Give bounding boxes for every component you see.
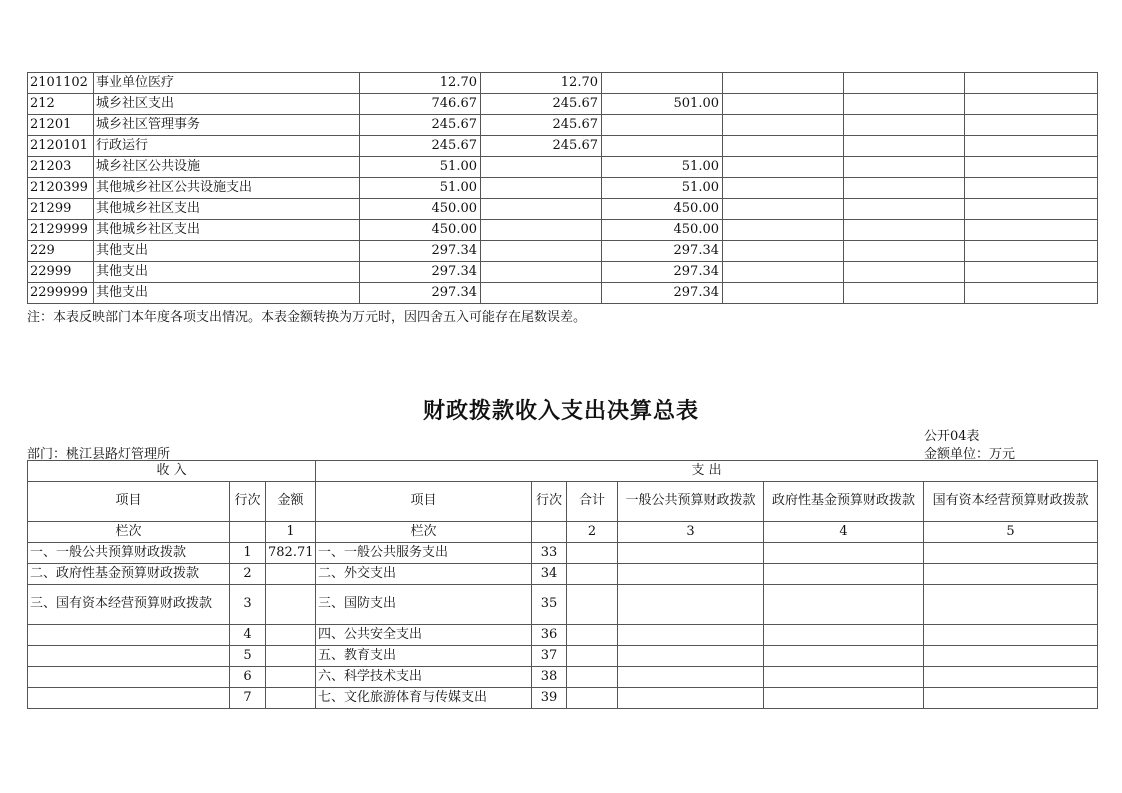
cell-code: 2120399 xyxy=(28,178,94,199)
expense-item-cell: 六、科学技术支出 xyxy=(316,667,532,688)
cell-code: 2101102 xyxy=(28,73,94,94)
empty-cell xyxy=(618,585,764,625)
cell-total: 297.34 xyxy=(360,241,481,262)
empty-cell xyxy=(723,94,844,115)
empty-cell xyxy=(924,564,1098,585)
cell-code: 2299999 xyxy=(28,283,94,304)
expense-line-cell: 38 xyxy=(532,667,567,688)
empty-cell xyxy=(844,283,965,304)
income-column-label: 栏次 xyxy=(28,522,230,543)
empty-cell xyxy=(965,241,1098,262)
expense-line-cell: 36 xyxy=(532,625,567,646)
page-title: 财政拨款收入支出决算总表 xyxy=(422,398,699,424)
expense-item-cell: 三、国防支出 xyxy=(316,585,532,625)
income-item-cell: 一、一般公共预算财政拨款 xyxy=(28,543,230,564)
empty-cell xyxy=(723,241,844,262)
income-line-cell: 3 xyxy=(230,585,266,625)
empty-cell xyxy=(723,220,844,241)
cell-project: 501.00 xyxy=(602,94,723,115)
empty-cell xyxy=(965,136,1098,157)
cell-code: 21203 xyxy=(28,157,94,178)
income-item-cell xyxy=(28,667,230,688)
expense-total-header: 合计 xyxy=(567,482,618,522)
cell-name: 其他支出 xyxy=(94,241,360,262)
empty-cell xyxy=(764,585,924,625)
state-capital-header: 国有资本经营预算财政拨款 xyxy=(924,482,1098,522)
cell-basic: 12.70 xyxy=(481,73,602,94)
general-budget-header: 一般公共预算财政拨款 xyxy=(618,482,764,522)
empty-cell xyxy=(567,543,618,564)
expense-line-cell: 35 xyxy=(532,585,567,625)
cell-project: 297.34 xyxy=(602,241,723,262)
table-row xyxy=(28,625,1098,646)
empty-cell xyxy=(844,220,965,241)
expense-item-cell: 二、外交支出 xyxy=(316,564,532,585)
cell-code: 2120101 xyxy=(28,136,94,157)
cell-project: 450.00 xyxy=(602,199,723,220)
cell-project: 450.00 xyxy=(602,220,723,241)
empty-cell xyxy=(844,199,965,220)
income-item-cell: 三、国有资本经营预算财政拨款 xyxy=(28,585,230,625)
empty-cell xyxy=(567,625,618,646)
empty-cell xyxy=(924,646,1098,667)
empty-cell xyxy=(844,178,965,199)
income-amount-cell xyxy=(266,688,316,709)
amount-unit-label: 金额单位：万元 xyxy=(924,447,1016,462)
expense-item-cell: 四、公共安全支出 xyxy=(316,625,532,646)
table-row xyxy=(28,73,1098,94)
table-row xyxy=(28,178,1098,199)
cell-total: 450.00 xyxy=(360,220,481,241)
income-item-cell xyxy=(28,688,230,709)
expense-item-cell: 五、教育支出 xyxy=(316,646,532,667)
empty-cell xyxy=(764,646,924,667)
empty-cell xyxy=(567,564,618,585)
cell-code: 21201 xyxy=(28,115,94,136)
table-row xyxy=(28,241,1098,262)
empty-cell xyxy=(723,136,844,157)
cell-name: 行政运行 xyxy=(94,136,360,157)
empty-cell xyxy=(723,199,844,220)
cell-project: 51.00 xyxy=(602,178,723,199)
cell-project xyxy=(602,115,723,136)
empty-cell xyxy=(965,157,1098,178)
table-note: 注：本表反映部门本年度各项支出情况。本表金额转换为万元时，因四舍五入可能存在尾数误差。 xyxy=(27,310,587,325)
income-line-cell: 2 xyxy=(230,564,266,585)
empty-cell xyxy=(844,136,965,157)
empty-cell xyxy=(723,178,844,199)
income-line-cell: 6 xyxy=(230,667,266,688)
empty-cell xyxy=(723,262,844,283)
table-row xyxy=(28,688,1098,709)
empty-cell xyxy=(618,543,764,564)
expense-item-cell: 一、一般公共服务支出 xyxy=(316,543,532,564)
cell-name: 其他支出 xyxy=(94,283,360,304)
empty-cell xyxy=(723,283,844,304)
empty-cell xyxy=(965,283,1098,304)
cell-basic xyxy=(481,178,602,199)
income-item-header: 项目 xyxy=(28,482,230,522)
cell-total: 746.67 xyxy=(360,94,481,115)
empty-cell xyxy=(924,688,1098,709)
empty-cell xyxy=(618,667,764,688)
empty-cell xyxy=(567,688,618,709)
cell-total: 297.34 xyxy=(360,262,481,283)
empty-cell xyxy=(965,262,1098,283)
empty-cell xyxy=(844,157,965,178)
table-row xyxy=(28,543,1098,564)
cell-name: 其他支出 xyxy=(94,262,360,283)
cell-basic xyxy=(481,157,602,178)
expense-line-cell: 34 xyxy=(532,564,567,585)
department-label: 部门：桃江县路灯管理所 xyxy=(27,447,171,462)
empty-cell xyxy=(965,220,1098,241)
table-row xyxy=(28,564,1098,585)
cell-name: 其他城乡社区支出 xyxy=(94,220,360,241)
table-row xyxy=(28,94,1098,115)
expense-header: 支 出 xyxy=(316,461,1098,482)
empty-cell xyxy=(764,543,924,564)
empty-cell xyxy=(567,667,618,688)
table-row xyxy=(28,115,1098,136)
income-amount-cell xyxy=(266,564,316,585)
cell-total: 245.67 xyxy=(360,115,481,136)
expense-line-cell: 39 xyxy=(532,688,567,709)
col-number-2: 2 xyxy=(567,522,618,543)
empty-cell xyxy=(723,157,844,178)
table-row xyxy=(28,262,1098,283)
cell-name: 城乡社区管理事务 xyxy=(94,115,360,136)
empty-cell xyxy=(567,646,618,667)
empty-cell xyxy=(618,688,764,709)
cell-project xyxy=(602,136,723,157)
cell-name: 城乡社区支出 xyxy=(94,94,360,115)
cell-basic xyxy=(481,220,602,241)
cell-basic xyxy=(481,199,602,220)
table-row xyxy=(28,585,1098,625)
cell-total: 51.00 xyxy=(360,178,481,199)
income-amount-cell xyxy=(266,625,316,646)
table-row xyxy=(28,136,1098,157)
cell-name: 城乡社区公共设施 xyxy=(94,157,360,178)
empty-cell xyxy=(844,115,965,136)
income-line-cell: 7 xyxy=(230,688,266,709)
empty-cell xyxy=(965,199,1098,220)
cell-total: 51.00 xyxy=(360,157,481,178)
empty-cell xyxy=(723,115,844,136)
empty-cell xyxy=(924,585,1098,625)
empty-cell xyxy=(965,115,1098,136)
income-line-cell: 1 xyxy=(230,543,266,564)
expense-item-cell: 七、文化旅游体育与传媒支出 xyxy=(316,688,532,709)
expense-item-header: 项目 xyxy=(316,482,532,522)
income-line-header: 行次 xyxy=(230,482,266,522)
col-number-5: 5 xyxy=(924,522,1098,543)
expense-column-label: 栏次 xyxy=(316,522,532,543)
empty-cell xyxy=(844,73,965,94)
cell-total: 245.67 xyxy=(360,136,481,157)
income-line-cell: 5 xyxy=(230,646,266,667)
cell-basic: 245.67 xyxy=(481,136,602,157)
cell-name: 事业单位医疗 xyxy=(94,73,360,94)
form-number: 公开04表 xyxy=(924,429,980,444)
table-row xyxy=(28,220,1098,241)
empty-cell xyxy=(618,646,764,667)
col-number-3: 3 xyxy=(618,522,764,543)
income-amount-cell: 782.71 xyxy=(266,543,316,564)
cell-basic xyxy=(481,241,602,262)
empty-cell xyxy=(723,73,844,94)
income-header: 收 入 xyxy=(28,461,316,482)
empty-cell xyxy=(764,625,924,646)
table-row xyxy=(28,157,1098,178)
cell-code: 2129999 xyxy=(28,220,94,241)
income-amount-cell xyxy=(266,585,316,625)
empty-cell xyxy=(532,522,567,543)
empty-cell xyxy=(844,241,965,262)
cell-project xyxy=(602,73,723,94)
empty-cell xyxy=(965,178,1098,199)
cell-basic: 245.67 xyxy=(481,115,602,136)
table-row xyxy=(28,646,1098,667)
empty-cell xyxy=(965,94,1098,115)
cell-total: 12.70 xyxy=(360,73,481,94)
empty-cell xyxy=(567,585,618,625)
cell-name: 其他城乡社区支出 xyxy=(94,199,360,220)
cell-name: 其他城乡社区公共设施支出 xyxy=(94,178,360,199)
gov-fund-header: 政府性基金预算财政拨款 xyxy=(764,482,924,522)
income-line-cell: 4 xyxy=(230,625,266,646)
empty-cell xyxy=(764,688,924,709)
empty-cell xyxy=(965,73,1098,94)
cell-code: 212 xyxy=(28,94,94,115)
expense-line-cell: 33 xyxy=(532,543,567,564)
expense-line-header: 行次 xyxy=(532,482,567,522)
col-number-4: 4 xyxy=(764,522,924,543)
empty-cell xyxy=(844,94,965,115)
table-row xyxy=(28,283,1098,304)
income-item-cell: 二、政府性基金预算财政拨款 xyxy=(28,564,230,585)
expense-line-cell: 37 xyxy=(532,646,567,667)
empty-cell xyxy=(844,262,965,283)
empty-cell xyxy=(618,625,764,646)
income-amount-cell xyxy=(266,646,316,667)
empty-cell xyxy=(924,667,1098,688)
cell-total: 450.00 xyxy=(360,199,481,220)
empty-cell xyxy=(924,625,1098,646)
cell-total: 297.34 xyxy=(360,283,481,304)
cell-project: 297.34 xyxy=(602,283,723,304)
table-row xyxy=(28,667,1098,688)
fiscal-summary-table xyxy=(27,460,1098,709)
empty-cell xyxy=(764,564,924,585)
cell-code: 22999 xyxy=(28,262,94,283)
empty-cell xyxy=(764,667,924,688)
income-amount-cell xyxy=(266,667,316,688)
expense-detail-table xyxy=(27,72,1098,304)
cell-basic xyxy=(481,262,602,283)
cell-project: 297.34 xyxy=(602,262,723,283)
income-item-cell xyxy=(28,625,230,646)
cell-code: 229 xyxy=(28,241,94,262)
cell-code: 21299 xyxy=(28,199,94,220)
cell-project: 51.00 xyxy=(602,157,723,178)
empty-cell xyxy=(924,543,1098,564)
cell-basic: 245.67 xyxy=(481,94,602,115)
empty-cell xyxy=(618,564,764,585)
col-number-1: 1 xyxy=(266,522,316,543)
income-amount-header: 金额 xyxy=(266,482,316,522)
table-row xyxy=(28,199,1098,220)
income-item-cell xyxy=(28,646,230,667)
empty-cell xyxy=(230,522,266,543)
cell-basic xyxy=(481,283,602,304)
